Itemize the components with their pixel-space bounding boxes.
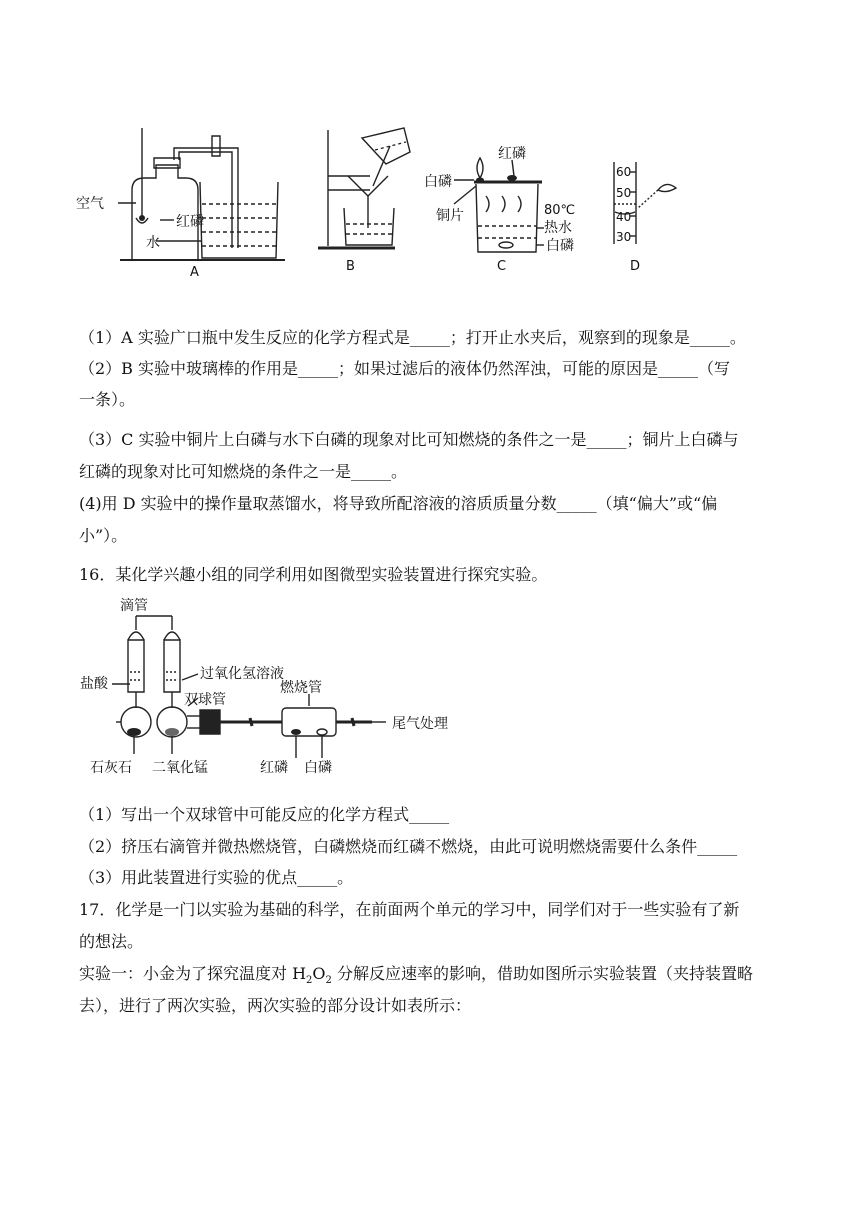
cylinder-tick-50: 50 [616,186,632,200]
q15-line-7: 小”）。 [79,526,128,545]
caption-b: B [346,259,355,274]
q15-line-4: （3）C 实验中铜片上白磷与水下白磷的现象对比可知燃烧的条件之一是_____；铜片上白磷与 [79,430,739,449]
q16-line-3: （3）用此装置进行实验的优点_____。 [79,868,354,887]
label-air: 空气 [76,196,104,212]
label-temperature: 80℃ [544,203,576,218]
label-hot-water: 热水 [544,220,572,236]
cylinder-tick-60: 60 [616,165,632,179]
label-limestone: 石灰石 [90,760,132,776]
cylinder-tick-30: 30 [616,230,632,244]
q16-stem: 16．某化学兴趣小组的同学利用如图微型实验装置进行探究实验。 [79,565,548,584]
q15-line-1: （1）A 实验广口瓶中发生反应的化学方程式是_____；打开止水夹后，观察到的现象是_____。 [79,328,746,347]
figure-apparatus-abcd [70,120,790,290]
label-water: 水 [146,235,160,251]
label-exhaust-treatment: 尾气处理 [392,716,448,732]
label-red-phosphorus-a: 红磷 [176,214,204,230]
q15-line-6: (4)用 D 实验中的操作量取蒸馏水，将导致所配溶液的溶质质量分数_____（填“偏大”或“偏 [79,494,718,513]
q17-line-1: 17．化学是一门以实验为基础的科学，在前面两个单元的学习中，同学们对于一些实验有了新 [79,900,740,919]
q15-line-3: 一条）。 [79,390,136,409]
label-dropper: 滴管 [120,598,148,614]
q17-line-2: 的想法。 [79,932,144,951]
q15-line-2: （2）B 实验中玻璃棒的作用是_____；如果过滤后的液体仍然浑浊，可能的原因是_____（写 [79,359,731,378]
caption-d: D [630,259,641,274]
label-manganese-dioxide: 二氧化锰 [152,760,208,776]
label-copper-plate: 铜片 [436,208,464,224]
label-burn-tube: 燃烧管 [280,680,322,696]
q16-line-1: （1）写出一个双球管中可能反应的化学方程式_____ [79,805,450,824]
cylinder-tick-40: 40 [616,210,632,224]
label-hydrochloric-acid: 盐酸 [80,676,108,692]
q17-line-3: 实验一：小金为了探究温度对 $H_2O_2$ 分解反应速率的影响，借助如图所示实验装置（夹持装置略 [79,964,754,987]
caption-c: C [497,259,507,274]
q16-line-2: （2）挤压右滴管并微热燃烧管，白磷燃烧而红磷不燃烧，由此可说明燃烧需要什么条件_____ [79,837,738,856]
q15-line-5: 红磷的现象对比可知燃烧的条件之一是_____。 [79,462,408,481]
label-white-phosphorus-top: 白磷 [424,174,452,190]
label-white-phosphorus-bottom: 白磷 [546,238,574,254]
figure-micro-apparatus [76,594,476,784]
label-white-phosphorus: 白磷 [304,760,332,776]
caption-a: A [190,265,199,280]
q17-line-4: 去），进行了两次实验，两次实验的部分设计如表所示： [79,996,472,1015]
label-double-bulb-tube: 双球管 [184,692,226,708]
label-red-phosphorus-c: 红磷 [498,146,526,162]
label-red-phosphorus: 红磷 [260,760,288,776]
label-hydrogen-peroxide: 过氧化氢溶液 [200,666,284,682]
